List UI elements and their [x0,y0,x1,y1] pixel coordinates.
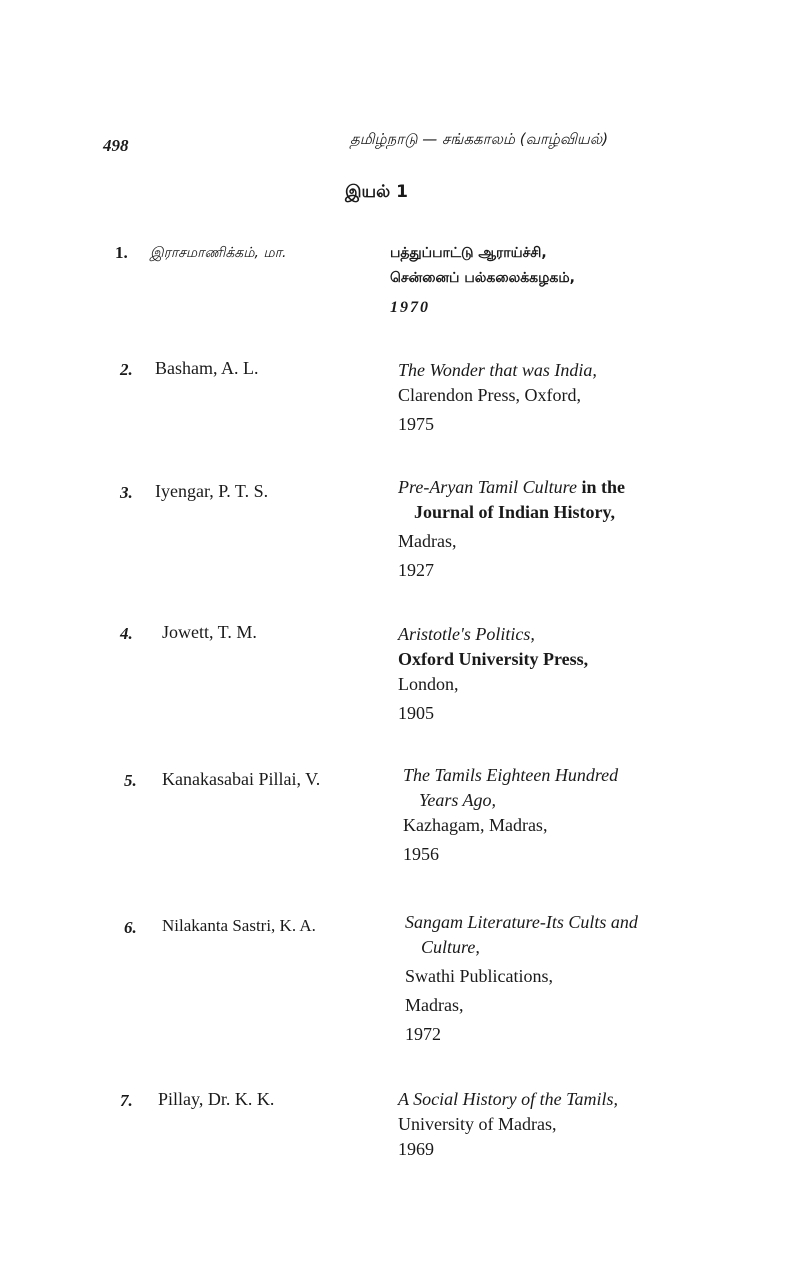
reference-title: A Social History of the Tamils, [398,1089,619,1109]
reference-publisher: Clarendon Press, Oxford, [398,385,581,405]
entry-number: 2. [120,360,133,379]
entry-author: Pillay, Dr. K. K. [158,1089,275,1109]
reference-year: 1970 [390,299,430,316]
running-head: தமிழ்நாடு — சங்ககாலம் (வாழ்வியல்) [350,130,609,148]
entry-author: Iyengar, P. T. S. [155,481,269,501]
page-number: 498 [103,136,129,155]
reference-publisher: Swathi Publications, [405,966,553,986]
reference-publisher: Oxford University Press, [398,649,589,669]
entry-reference [398,1087,618,1162]
reference-publisher: சென்னைப் பல்கலைக்கழகம், [390,270,575,286]
reference-connector: in the [581,477,626,497]
entry-author: Basham, A. L. [155,358,259,378]
reference-title: The Wonder that was India, [398,360,597,380]
reference-title: பத்துப்பாட்டு ஆராய்ச்சி, [390,245,547,261]
reference-year: 1927 [398,560,434,580]
chapter-title: இயல் 1 [345,182,408,202]
entry-author: இராசமாணிக்கம், மா. [150,245,287,261]
entry-reference [405,910,638,1047]
entry-reference [398,358,597,437]
entry-reference [398,622,588,726]
reference-title-line [398,475,625,500]
entry-reference [398,475,625,583]
entry-reference [403,763,618,867]
entry-number: 1. [115,243,128,262]
entry-number: 4. [120,624,133,643]
entry-author: Jowett, T. M. [162,622,257,642]
reference-year: 1972 [405,1024,441,1044]
reference-place: Madras, [398,531,457,551]
reference-journal: Journal of Indian History, [414,502,616,522]
reference-title: The Tamils Eighteen Hundred [403,765,619,785]
reference-year: 1975 [398,414,434,434]
reference-title: Aristotle's Politics, [398,624,535,644]
reference-title-cont: Years Ago, [419,790,497,810]
entry-author: Kanakasabai Pillai, V. [162,769,321,789]
reference-place: Madras, [405,995,464,1015]
reference-title: Pre-Aryan Tamil Culture [398,477,577,497]
reference-year: 1956 [403,844,439,864]
entry-number: 5. [124,771,137,790]
reference-year: 1969 [398,1139,434,1159]
reference-year: 1905 [398,703,434,723]
reference-publisher: Kazhagam, Madras, [403,815,548,835]
entry-reference [390,241,575,320]
reference-place: London, [398,674,459,694]
entry-author: Nilakanta Sastri, K. A. [162,916,316,935]
reference-publisher: University of Madras, [398,1114,557,1134]
entry-number: 7. [120,1091,133,1110]
reference-title-cont: Culture, [421,937,480,957]
entry-number: 6. [124,918,137,937]
entry-number: 3. [120,483,133,502]
reference-title: Sangam Literature-Its Cults and [405,912,638,932]
